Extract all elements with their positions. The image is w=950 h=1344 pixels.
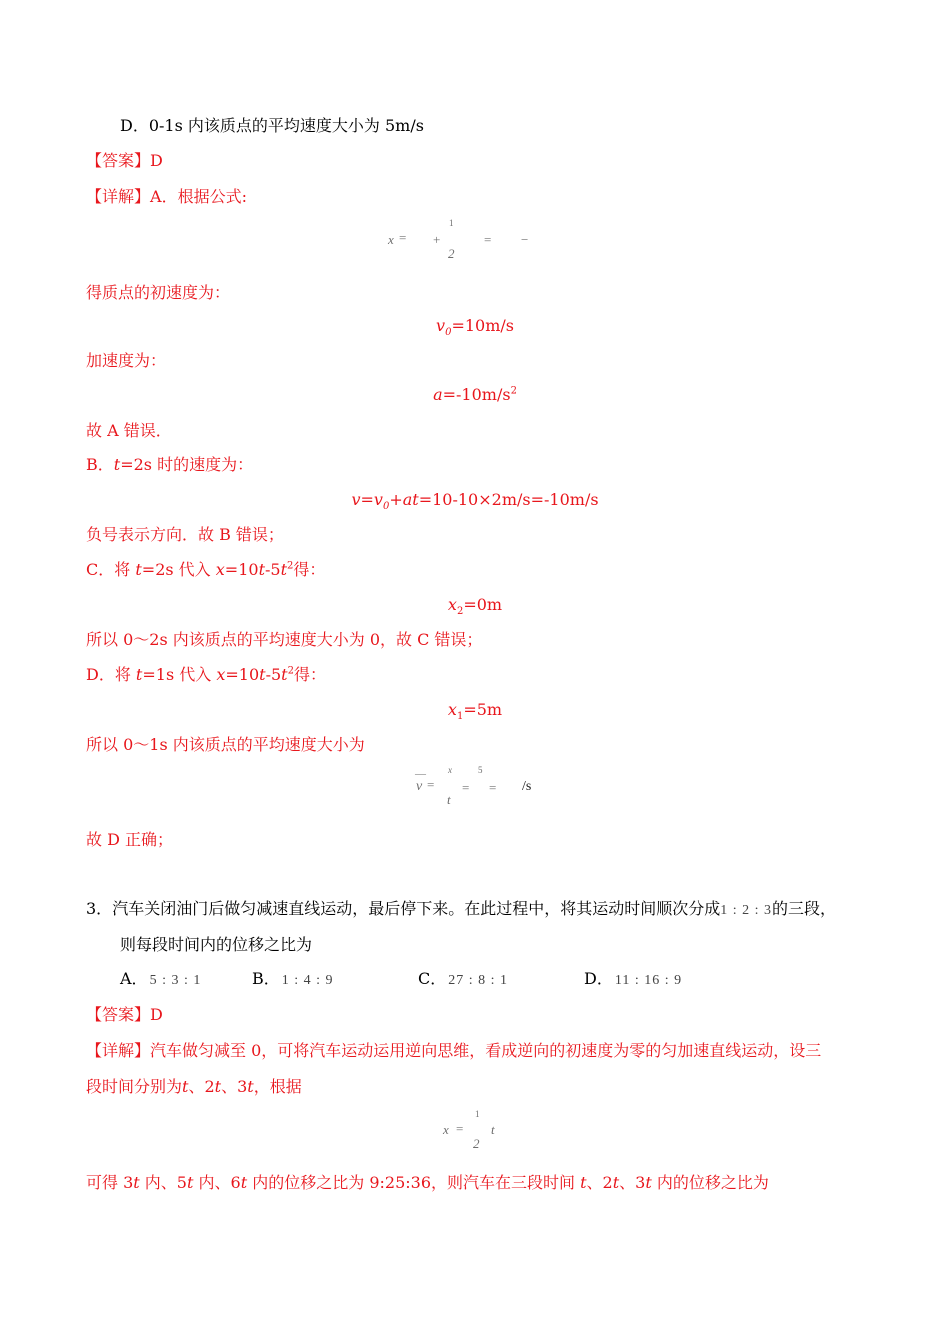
b-eq-v: v (351, 490, 361, 509)
q3-text1: 汽车关闭油门后做匀减速直线运动，最后停下来。在此过程中，将其运动时间顺次分成 (112, 899, 721, 918)
q3-detail2-t2: t (214, 1077, 222, 1096)
d-prefix: D．将 (86, 665, 136, 684)
q3-detail2-b: ，根据 (253, 1077, 302, 1096)
q3-stem-line1 (86, 898, 836, 922)
q3-option-d-value: 11 : 16 : 9 (614, 973, 683, 988)
c-t2: t (258, 560, 265, 579)
c-x: x (215, 560, 225, 579)
q3-last-e: 、2 (586, 1173, 613, 1192)
q3-option-b-value: 1 : 4 : 9 (281, 973, 334, 988)
x2-sub: 2 (456, 606, 464, 618)
a-formula (0, 384, 950, 406)
b-wrong: 负号表示方向．故 B 错误； (86, 525, 284, 544)
q3-last-c: 内、6 (193, 1173, 241, 1192)
formula3-num: 1 (475, 1109, 480, 1119)
c-sup: 2 (287, 560, 294, 572)
q3-option-a (120, 968, 201, 992)
q3-last-f: 、3 (619, 1173, 646, 1192)
d-eq2: -5 (265, 665, 282, 684)
b-statement (86, 454, 253, 476)
c-t: t (135, 560, 142, 579)
formula3-den: 2 (473, 1136, 480, 1151)
x2-formula (0, 594, 950, 616)
formula2-unit: /s (522, 779, 532, 794)
formula2-eq3: = (489, 780, 497, 795)
q3-detail2-t1: t (182, 1077, 189, 1096)
q3-last-t1: t (133, 1173, 140, 1192)
b-equation (0, 489, 950, 511)
q3-last-t3: t (240, 1173, 248, 1192)
d-x: x (216, 665, 226, 684)
formula2-bar: — (415, 768, 426, 780)
c-statement (86, 559, 325, 581)
q2-detail-label: 【详解】 (86, 187, 151, 206)
a-superscript: 2 (510, 385, 517, 397)
c-prefix: C．将 (86, 560, 136, 579)
accel-text: 加速度为： (86, 351, 167, 370)
q3-last-t4: t (580, 1173, 587, 1192)
b-eq-v0: v (373, 490, 383, 509)
q3-option-d-label: D． (584, 969, 613, 988)
q3-last-t5: t (612, 1173, 620, 1192)
q3-detail2-sep2: 、3 (221, 1077, 248, 1096)
q3-last-a: 可得 3 (86, 1173, 134, 1192)
q2-option-d-text: 0-1s 内该质点的平均速度大小为 5m/s (148, 116, 424, 135)
formula2-den-t: t (447, 792, 451, 807)
x1-sub: 1 (456, 711, 464, 723)
a-wrong: 故 A 错误． (86, 421, 172, 440)
formula3-x: x (443, 1122, 449, 1137)
q3-last-d: 内的位移之比为 9:25:36，则汽车在三段时间 (247, 1173, 581, 1192)
q3-ratio: 1 : 2 : 3 (720, 903, 772, 918)
q3-detail2-t3: t (247, 1077, 254, 1096)
v0-formula (0, 315, 950, 337)
c-eq2: -5 (265, 560, 281, 579)
d-eq1: =10 (225, 665, 260, 684)
q2-detail-a-text: A．根据公式: (150, 187, 247, 206)
formula1-minus: − (521, 232, 529, 247)
b-suffix: =2s 时的速度为： (120, 455, 254, 474)
q2-detail-a (86, 186, 247, 208)
a-value: =-10m/s (442, 385, 511, 404)
q3-last-g: 内的位移之比为 (651, 1173, 769, 1192)
q3-last-t2: t (187, 1173, 194, 1192)
c-wrong: 所以 0～2s 内该质点的平均速度大小为 0，故 C 错误； (86, 630, 483, 649)
b-eq-rest: =10-10×2m/s=-10m/s (418, 490, 599, 509)
x1-formula (0, 699, 950, 721)
q3-option-c (418, 968, 508, 992)
q3-detail-label: 【详解】 (86, 1041, 151, 1060)
c-t3: t (280, 560, 288, 579)
formula2-eq1: = (427, 777, 435, 792)
b-eq-at: at (402, 490, 419, 509)
q3-last-t6: t (645, 1173, 652, 1192)
formula3-eq: = (456, 1121, 464, 1136)
x1-symbol: x (447, 700, 457, 719)
formula1-x: x (388, 232, 394, 247)
b-t: t (113, 455, 121, 474)
q3-last-line (86, 1172, 769, 1194)
formula2-num-x: x (448, 765, 452, 775)
d-t3: t (281, 665, 288, 684)
formula2-eq2: = (462, 780, 470, 795)
d-sup: 2 (287, 665, 294, 677)
a-symbol: a (433, 385, 443, 404)
q3-option-b (252, 968, 334, 992)
b-eq-eq: = (360, 490, 374, 509)
q3-last-b: 内、5 (139, 1173, 187, 1192)
q3-option-a-label: A． (120, 969, 148, 988)
c-suffix: 得： (293, 560, 326, 579)
q3-number: 3． (86, 899, 113, 918)
d-t: t (135, 665, 143, 684)
q3-text2: 的三段， (771, 899, 836, 918)
q3-detail2-sep1: 、2 (188, 1077, 215, 1096)
v0-subscript: 0 (445, 327, 452, 339)
q3-detail2-a: 段时间分别为 (86, 1077, 183, 1096)
q3-answer: 【答案】D (86, 1005, 163, 1024)
formula1-plus: + (433, 232, 441, 247)
v0-value: =10m/s (451, 316, 514, 335)
formula1-den: 2 (448, 246, 455, 261)
q2-option-d-label: D． (120, 116, 149, 135)
d-avg: 所以 0～1s 内该质点的平均速度大小为 (86, 735, 365, 754)
q3-option-b-label: B． (252, 969, 280, 988)
q2-option-d (120, 115, 424, 137)
init-speed-text: 得质点的初速度为： (86, 283, 231, 302)
d-statement (86, 664, 326, 686)
q2-answer: 【答案】D (86, 151, 163, 170)
b-eq-v0-sub: 0 (382, 501, 390, 513)
d-right: 故 D 正确； (86, 830, 174, 849)
x1-value: =5m (463, 700, 503, 719)
formula1-eq1: = (399, 230, 407, 245)
q3-option-c-value: 27 : 8 : 1 (448, 973, 509, 988)
formula3-t: t (491, 1122, 495, 1137)
d-t2: t (259, 665, 266, 684)
q3-detail-line2 (86, 1076, 302, 1098)
q3-detail-line1 (86, 1040, 821, 1062)
formula2-v: v (416, 779, 423, 794)
q3-option-c-label: C． (418, 969, 447, 988)
q3-detail1: 汽车做匀减至 0，可将汽车运动运用逆向思维，看成逆向的初速度为零的匀加速直线运动，设三 (150, 1041, 822, 1060)
c-mid: =2s 代入 (141, 560, 216, 579)
x2-symbol: x (447, 595, 457, 614)
q3-stem-line2: 则每段时间内的位移之比为 (120, 935, 313, 954)
b-eq-plus: + (389, 490, 403, 509)
c-eq1: =10 (224, 560, 259, 579)
formula2-num-5: 5 (478, 765, 483, 775)
b-prefix: B． (86, 455, 114, 474)
d-mid: =1s 代入 (142, 665, 217, 684)
v0-symbol: v (436, 316, 446, 335)
x2-value: =0m (463, 595, 503, 614)
formula1-num: 1 (449, 218, 454, 228)
d-suffix: 得： (293, 665, 326, 684)
q3-option-d (584, 968, 682, 992)
formula1-eq2: = (484, 232, 492, 247)
q3-option-a-value: 5 : 3 : 1 (149, 973, 202, 988)
